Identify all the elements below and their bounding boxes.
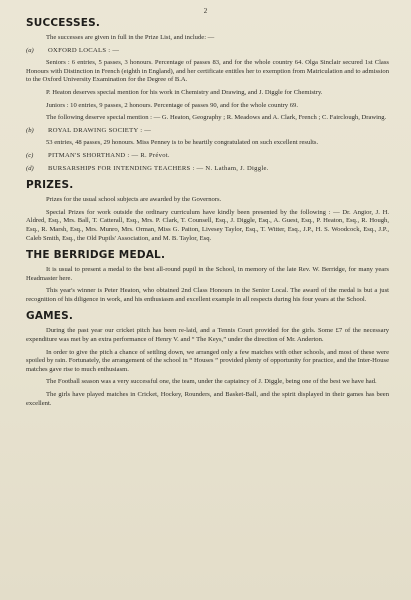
item-bursarships <box>26 165 389 174</box>
games-paragraph: In order to give the pitch a chance of settling down, we arranged only a few matches with other schools, and most of these were spoiled by rain. Fortunately, the arrangement of the school in “ Houses ” provided plenty of opportunity for practice, and the Inter-House matches gave rise to much enthusiasm. <box>26 348 389 373</box>
item-label: (b) <box>26 126 34 134</box>
item-royal-drawing <box>26 127 389 136</box>
item-label: (d) <box>26 164 34 172</box>
item-title: ROYAL DRAWING SOCIETY : — <box>48 126 152 134</box>
heaton-paragraph: P. Heaton deserves special mention for his work in Chemistry and Drawing, and J. Diggle for Chemistry. <box>46 88 323 96</box>
drawing-paragraph: 53 entries, 48 passes, 29 honours. Miss Penney is to be heartily congratulated on such excellent results. <box>46 139 319 147</box>
seniors-paragraph: Seniors : 6 entries, 5 passes, 3 honours. Percentage of passes 83, and for the whole country 64. Olga Sinclair secured 1st Class Honours with Distinction in French (eighth in England), and her certificate entitles her to exemption from Matriculation and to admission to the Oxford University Examination for the Degree of B.A. <box>26 59 389 84</box>
item-title: OXFORD LOCALS : — <box>48 46 120 54</box>
berridge-heading: THE BERRIDGE MEDAL. <box>26 249 166 262</box>
item-oxford-locals <box>26 47 389 56</box>
games-paragraph: The Football season was a very successful one, the team, under the captaincy of J. Diggle, being one of the best we have had. <box>46 378 377 386</box>
item-label: (c) <box>26 151 34 159</box>
item-pitman-shorthand <box>26 152 389 161</box>
berridge-paragraph: It is usual to present a medal to the best all-round pupil in the School, in memory of the late Rev. W. Berridge, for many years Headmaster here. <box>26 266 389 282</box>
prizes-section <box>26 179 389 243</box>
item-title: BURSARSHIPS FOR INTENDING TEACHERS : — N. Latham, J. Diggle. <box>48 164 269 172</box>
games-heading: GAMES. <box>26 310 74 323</box>
successes-section <box>26 17 389 173</box>
special-prizes-paragraph: Special Prizes for work outside the ordinary curriculum have kindly been presented by the following : — Dr. Angior, J. H. Aldred, Esq., Mrs. Ball, T. Catterall, Esq., Mrs. P. Clark, T. Counsell, Esq., J. Diggle, Esq., A. Guest, Esq., P. Heaton, Esq., R. Hough, Esq., R. Marsh, Esq., Mrs. Munro, Mrs. Orman, Miss G. Paiton, Livesey Taylor, Esq., T. Witter, Esq., J.P., H. S. Woodcock, Esq., J.P., Caleb Smith, Esq., the Old Pupils' Association, and M. B. Taylor, Esq. <box>26 208 389 242</box>
prizes-paragraph: Prizes for the usual school subjects are awarded by the Governors. <box>46 196 222 204</box>
successes-heading: SUCCESSES. <box>26 17 101 29</box>
special-mention-paragraph: The following deserve special mention : — G. Heaton, Geography ; R. Meadows and A. Clark, French ; C. Fairclough, Drawing. <box>46 114 387 122</box>
games-section <box>26 310 389 408</box>
winner-paragraph: This year's winner is Peter Heaton, who obtained 2nd Class Honours in the Senior Local. The award of the medal is but a just recognition of his diligence in work, and his enthusiasm and excellent example in all respects during his four years at the School. <box>26 287 389 303</box>
games-paragraph: The girls have played matches in Cricket, Hockey, Rounders, and Basket-Ball, and the spirit displayed in their games has been excellent. <box>26 391 389 407</box>
page-number: 2 <box>203 7 208 15</box>
successes-intro: The successes are given in full in the Prize List, and include: — <box>46 34 215 41</box>
item-title: PITMAN'S SHORTHAND : — R. Prévot. <box>48 151 170 159</box>
juniors-paragraph: Juniors : 10 entries, 9 passes, 2 honours. Percentage of passes 90, and for the whole country 69. <box>46 101 298 109</box>
item-label: (a) <box>26 46 34 54</box>
berridge-medal-section <box>26 249 389 304</box>
prizes-heading: PRIZES. <box>26 179 74 192</box>
games-paragraph: During the past year our cricket pitch has been re-laid, and a Tennis Court provided for the girls. Some £7 of the necessary expenditure was met by an extra performance of Henry V. and “ The Keys,” under the direction of Mr. Anderton. <box>26 327 389 344</box>
